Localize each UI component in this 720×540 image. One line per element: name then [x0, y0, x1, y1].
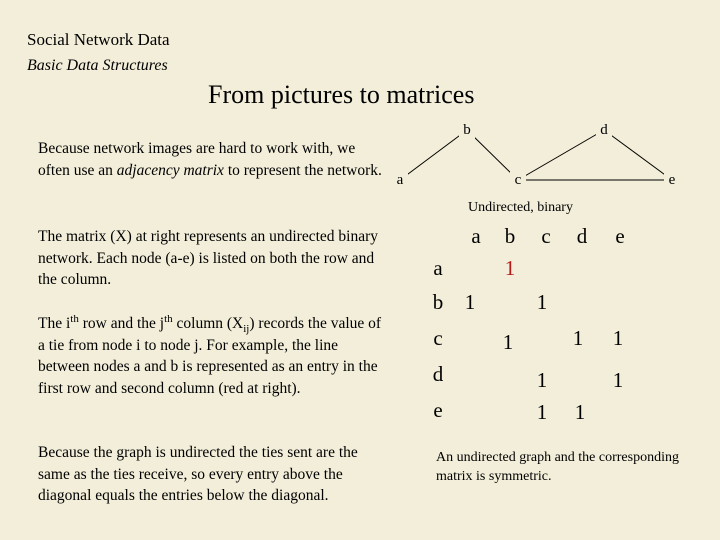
matrix-cell-e-c: 1 — [536, 400, 548, 424]
graph-node-d: d — [596, 120, 612, 140]
header-subject: Social Network Data — [27, 30, 170, 49]
matrix-col-label-c: c — [541, 224, 551, 248]
matrix-cell-b-a: 1 — [464, 290, 476, 314]
matrix-cell-d-e: 1 — [612, 368, 624, 392]
rowcol-text-1: The i — [38, 315, 71, 332]
matrix-cell-c-e: 1 — [612, 326, 624, 350]
intro-text-start: Because network images are hard to work with, we often use an — [38, 140, 356, 179]
superscript-th-1: th — [70, 312, 79, 325]
intro-text-end: to represent the network. — [223, 161, 382, 179]
matrix-row-label-b: b — [432, 290, 444, 314]
graph-node-e: e — [664, 170, 680, 190]
graph-node-a: a — [392, 170, 408, 190]
rowcol-text-3: column (X — [172, 315, 244, 332]
term-adjacency-matrix: adjacency matrix — [116, 161, 224, 179]
matrix-col-label-e: e — [615, 224, 625, 248]
matrix-row-label-c: c — [433, 326, 443, 350]
slide-title: From pictures to matrices — [208, 80, 475, 109]
matrix-col-label-b: b — [504, 224, 516, 248]
superscript-th-2: th — [164, 312, 173, 325]
matrix-col-label-d: d — [576, 224, 588, 248]
rowcol-text-4: ) records the value of a tie from node i to node j. For example, the line between nodes a and b is represented as an entry in the first row and second column (red at right). — [38, 315, 382, 397]
paragraph-symmetry: Because the graph is undirected the ties sent are the same as the ties receive, so every entry above the diagonal equals the entries below the diagonal. — [38, 444, 358, 504]
matrix-cell-c-b: 1 — [502, 330, 514, 354]
graph-node-b: b — [459, 120, 475, 140]
matrix-row-label-e: e — [433, 398, 443, 422]
matrix-cell-d-c: 1 — [536, 368, 548, 392]
graph-node-c: c — [510, 170, 526, 190]
matrix-cell-a-b: 1 — [504, 256, 516, 280]
matrix-cell-e-d: 1 — [574, 400, 586, 424]
adjacency-matrix — [422, 224, 642, 424]
edge-d-e — [604, 130, 672, 180]
matrix-row-label-a: a — [433, 256, 443, 280]
subscript-ij: ij — [243, 323, 250, 336]
rowcol-text-2: row and the j — [78, 315, 165, 332]
matrix-cell-b-c: 1 — [536, 290, 548, 314]
symmetry-note: An undirected graph and the corresponding matrix is symmetric. — [436, 450, 679, 484]
matrix-cell-c-d: 1 — [572, 326, 584, 350]
edge-c-d — [518, 130, 604, 180]
edge-a-b — [400, 130, 467, 180]
matrix-col-label-a: a — [471, 224, 481, 248]
header-topic: Basic Data Structures — [27, 57, 168, 74]
paragraph-matrix-description: The matrix (X) at right represents an undirected binary network. Each node (a-e) is listed on both the row and the column. — [38, 228, 379, 288]
graph-caption: Undirected, binary — [468, 200, 573, 215]
matrix-row-label-d: d — [432, 362, 444, 386]
